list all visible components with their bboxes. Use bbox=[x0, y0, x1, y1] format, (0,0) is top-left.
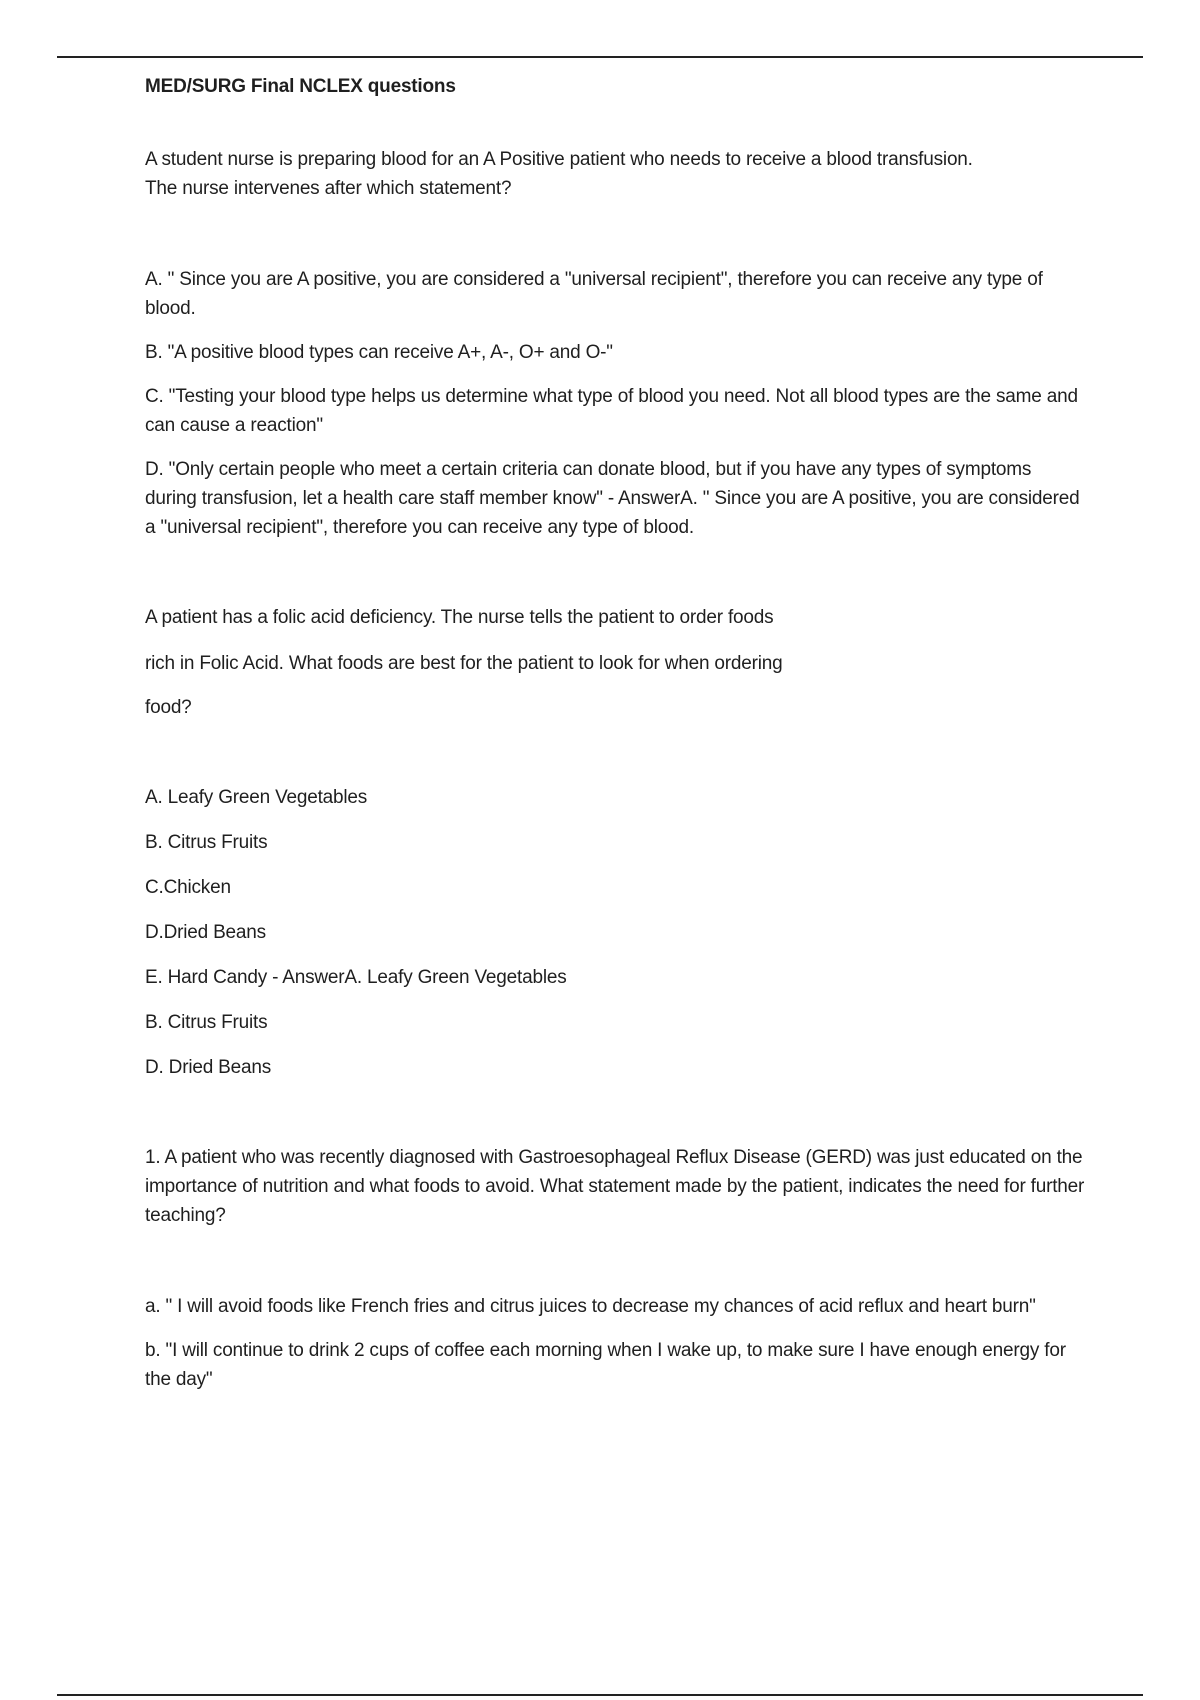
question-2-answer-b: B. Citrus Fruits bbox=[145, 1012, 268, 1033]
question-1-option-d: D. "Only certain people who meet a certain criteria can donate blood, but if you have any types of symptoms during transfusion, let a health care staff member know" - AnswerA. " Since you are A positive, you are considered a "universal recipient", therefore you can receive any type of blood. bbox=[145, 459, 1080, 538]
question-3-text: 1. A patient who was recently diagnosed with Gastroesophageal Reflux Disease (GERD) was just educated on the importance of nutrition and what foods to avoid. What statement made by the patient, indicates the need for further teaching? bbox=[145, 1147, 1085, 1226]
document-page bbox=[145, 72, 1085, 1394]
question-3-option-b: b. "I will continue to drink 2 cups of coffee each morning when I wake up, to make sure I have enough energy for the day" bbox=[145, 1340, 1066, 1390]
question-2-line-2: rich in Folic Acid. What foods are best for the patient to look for when ordering bbox=[145, 653, 783, 674]
question-2-line-3: food? bbox=[145, 697, 192, 718]
question-1-option-a: A. " Since you are A positive, you are considered a "universal recipient", therefore you can receive any type of blood. bbox=[145, 269, 1043, 319]
top-rule bbox=[57, 56, 1143, 58]
question-1-option-b: B. "A positive blood types can receive A+, A-, O+ and O-" bbox=[145, 342, 613, 363]
question-2-option-d: D.Dried Beans bbox=[145, 922, 266, 943]
question-1-line-2: The nurse intervenes after which statement? bbox=[145, 178, 512, 199]
question-1-option-c: C. "Testing your blood type helps us determine what type of blood you need. Not all blood types are the same and can cause a reaction" bbox=[145, 386, 1078, 436]
document-title: MED/SURG Final NCLEX questions bbox=[145, 76, 456, 97]
question-1 bbox=[145, 145, 1085, 542]
bottom-rule bbox=[57, 1694, 1143, 1696]
question-3 bbox=[145, 1143, 1085, 1394]
question-2-option-b: B. Citrus Fruits bbox=[145, 832, 268, 853]
question-3-option-a: a. " I will avoid foods like French fries and citrus juices to decrease my chances of acid reflux and heart burn" bbox=[145, 1296, 1036, 1317]
question-2-option-c: C.Chicken bbox=[145, 877, 231, 898]
question-1-line-1: A student nurse is preparing blood for an A Positive patient who needs to receive a blood transfusion. bbox=[145, 149, 973, 170]
question-2 bbox=[145, 603, 1085, 1082]
question-2-answer-d: D. Dried Beans bbox=[145, 1057, 272, 1078]
question-2-line-1: A patient has a folic acid deficiency. The nurse tells the patient to order foods bbox=[145, 607, 774, 628]
question-2-option-e-answer: E. Hard Candy - AnswerA. Leafy Green Vegetables bbox=[145, 967, 567, 988]
question-2-option-a: A. Leafy Green Vegetables bbox=[145, 787, 368, 808]
